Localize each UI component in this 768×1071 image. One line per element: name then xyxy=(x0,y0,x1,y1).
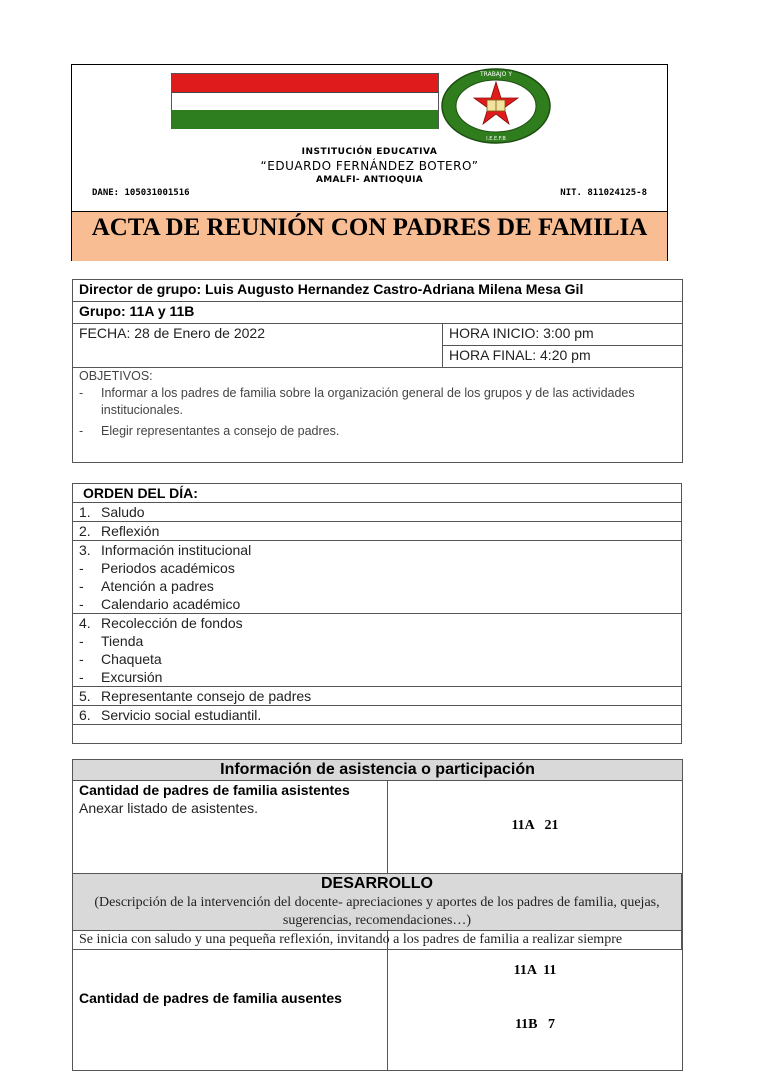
development-title: DESARROLLO xyxy=(321,875,433,892)
absent-11a: 11A 11 xyxy=(513,963,557,978)
institution-label: INSTITUCIÓN EDUCATIVA xyxy=(301,147,438,157)
objective-item: - Informar a los padres de familia sobre la organización general de los grupos y de las actividades institucionales. xyxy=(79,386,635,417)
svg-text:TRABAJO Y: TRABAJO Y xyxy=(480,71,512,78)
objective-item: - Elegir representantes a consejo de padres. xyxy=(79,424,340,438)
attendance-title: Información de asistencia o participación xyxy=(73,760,683,781)
absent-label: Cantidad de padres de familia ausentes xyxy=(73,926,388,1071)
agenda-item: 4. Recolección de fondos - Tienda - Chaqueta - Excursión xyxy=(73,614,682,687)
school-seal-logo xyxy=(440,67,552,145)
development-description: (Descripción de la intervención del docente- apreciaciones y aportes de los padres de familia, quejas, sugerencias, recomendaciones…) xyxy=(94,895,660,928)
dane-code: DANE: 105031001516 xyxy=(92,188,190,198)
title-band xyxy=(72,211,667,261)
agenda-item: 6. Servicio social estudiantil. xyxy=(73,706,682,725)
objectives-label: OBJETIVOS: xyxy=(79,369,153,383)
document-header xyxy=(71,64,668,261)
end-time: HORA FINAL: 4:20 pm xyxy=(443,346,683,368)
development-table xyxy=(72,873,682,950)
svg-text:I.E.E.F.B: I.E.E.F.B xyxy=(486,136,506,142)
flag-image xyxy=(171,73,439,129)
agenda-item: 3. Información institucional - Periodos académicos - Atención a padres - Calendario académico xyxy=(73,541,682,614)
document-title: ACTA DE REUNIÓN CON PADRES DE FAMILIA xyxy=(91,214,648,241)
annex-label: Anexar listado de asistentes. xyxy=(79,800,258,816)
agenda-item: 5. Representante consejo de padres xyxy=(73,687,682,706)
start-time: HORA INICIO: 3:00 pm xyxy=(443,324,683,346)
meeting-info-table xyxy=(72,279,683,463)
meeting-date: FECHA: 28 de Enero de 2022 xyxy=(73,324,443,368)
institution-location: AMALFI- ANTIOQUIA xyxy=(316,175,423,185)
present-11a: 11A 21 xyxy=(511,818,559,833)
objectives-cell xyxy=(73,368,683,463)
institution-name: “EDUARDO FERNÁNDEZ BOTERO” xyxy=(260,159,479,173)
agenda-item: 2. Reflexión xyxy=(73,522,682,541)
absent-11b: 11B 7 xyxy=(514,1017,556,1032)
agenda-item: 1. Saludo xyxy=(73,503,682,522)
present-label: Cantidad de padres de familia asistentes xyxy=(79,782,350,798)
agenda-table xyxy=(72,483,682,744)
agenda-empty-row xyxy=(73,725,682,744)
group-director: Director de grupo: Luis Augusto Hernandez Castro-Adriana Milena Mesa Gil xyxy=(73,280,683,302)
group-name: Grupo: 11A y 11B xyxy=(73,302,683,324)
nit-code: NIT. 811024125-8 xyxy=(560,188,647,198)
development-header xyxy=(73,874,682,931)
agenda-title: ORDEN DEL DÍA: xyxy=(73,484,682,503)
development-text: Se inicia con saludo y una pequeña reflexión, invitando a los padres de familia a realizar siempre xyxy=(73,931,682,950)
